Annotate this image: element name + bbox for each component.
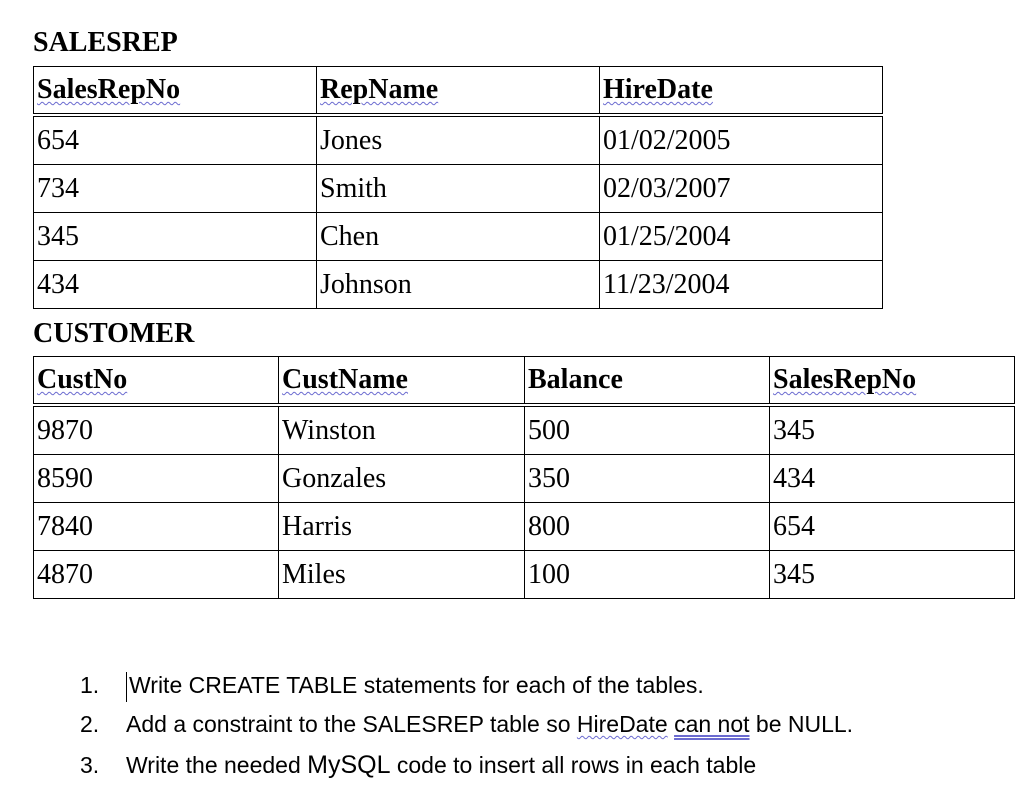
table-cell: 654 <box>34 115 317 165</box>
text-cursor <box>126 672 127 702</box>
table-cell: 800 <box>525 503 770 551</box>
table-cell: 100 <box>525 551 770 599</box>
table-cell: Gonzales <box>279 455 525 503</box>
task-number: 1. <box>80 672 100 698</box>
grammar-flagged-text[interactable]: can not <box>674 711 750 737</box>
table-cell: 01/02/2005 <box>600 115 883 165</box>
header-cell: HireDate <box>600 67 883 116</box>
task-item <box>0 746 853 785</box>
salesrep-table <box>33 66 883 309</box>
mysql-word[interactable]: MySQL <box>307 751 391 779</box>
table-cell: Jones <box>317 115 600 165</box>
table-row <box>34 165 883 213</box>
table-cell: 4870 <box>34 551 279 599</box>
table-cell: Winston <box>279 405 525 455</box>
task-item <box>0 666 853 705</box>
customer-table <box>33 356 1015 599</box>
table-cell: 01/25/2004 <box>600 213 883 261</box>
header-cell: SalesRepNo <box>34 67 317 116</box>
table-cell: 02/03/2007 <box>600 165 883 213</box>
table-row <box>34 261 883 309</box>
task-number: 3. <box>80 752 100 778</box>
table-row <box>34 115 883 165</box>
table-cell: 11/23/2004 <box>600 261 883 309</box>
task-text[interactable]: code to insert all rows in each table <box>390 752 757 778</box>
table-row <box>34 503 1015 551</box>
table-cell: 9870 <box>34 405 279 455</box>
header-cell: Balance <box>525 357 770 406</box>
table-row <box>34 455 1015 503</box>
table-cell: 434 <box>34 261 317 309</box>
task-text[interactable]: Write CREATE TABLE statements for each of the tables. <box>129 672 704 698</box>
table-cell: 345 <box>770 405 1015 455</box>
customer-title: CUSTOMER <box>33 318 195 349</box>
task-text[interactable]: Write the needed <box>126 752 308 778</box>
table-cell: 350 <box>525 455 770 503</box>
table-cell: Chen <box>317 213 600 261</box>
table-row <box>34 213 883 261</box>
table-cell: 654 <box>770 503 1015 551</box>
table-cell: 345 <box>34 213 317 261</box>
header-cell: CustName <box>279 357 525 406</box>
header-cell: RepName <box>317 67 600 116</box>
table-header-row <box>34 357 1015 406</box>
header-cell: CustNo <box>34 357 279 406</box>
misspelled-word[interactable]: HireDate <box>576 711 668 737</box>
table-cell: 734 <box>34 165 317 213</box>
table-row <box>34 405 1015 455</box>
table-cell: Johnson <box>317 261 600 309</box>
task-text[interactable]: be NULL. <box>749 711 854 737</box>
table-cell: 434 <box>770 455 1015 503</box>
table-cell: 345 <box>770 551 1015 599</box>
table-cell: Harris <box>279 503 525 551</box>
table-row <box>34 551 1015 599</box>
task-list <box>0 666 853 785</box>
task-item <box>0 705 853 744</box>
table-header-row <box>34 67 883 116</box>
task-number: 2. <box>80 711 100 737</box>
header-cell: SalesRepNo <box>770 357 1015 406</box>
table-cell: 500 <box>525 405 770 455</box>
table-cell: Miles <box>279 551 525 599</box>
table-cell: 7840 <box>34 503 279 551</box>
task-text[interactable]: Add a constraint to the SALESREP table so <box>126 711 577 737</box>
salesrep-title: SALESREP <box>33 27 178 58</box>
table-cell: Smith <box>317 165 600 213</box>
table-cell: 8590 <box>34 455 279 503</box>
